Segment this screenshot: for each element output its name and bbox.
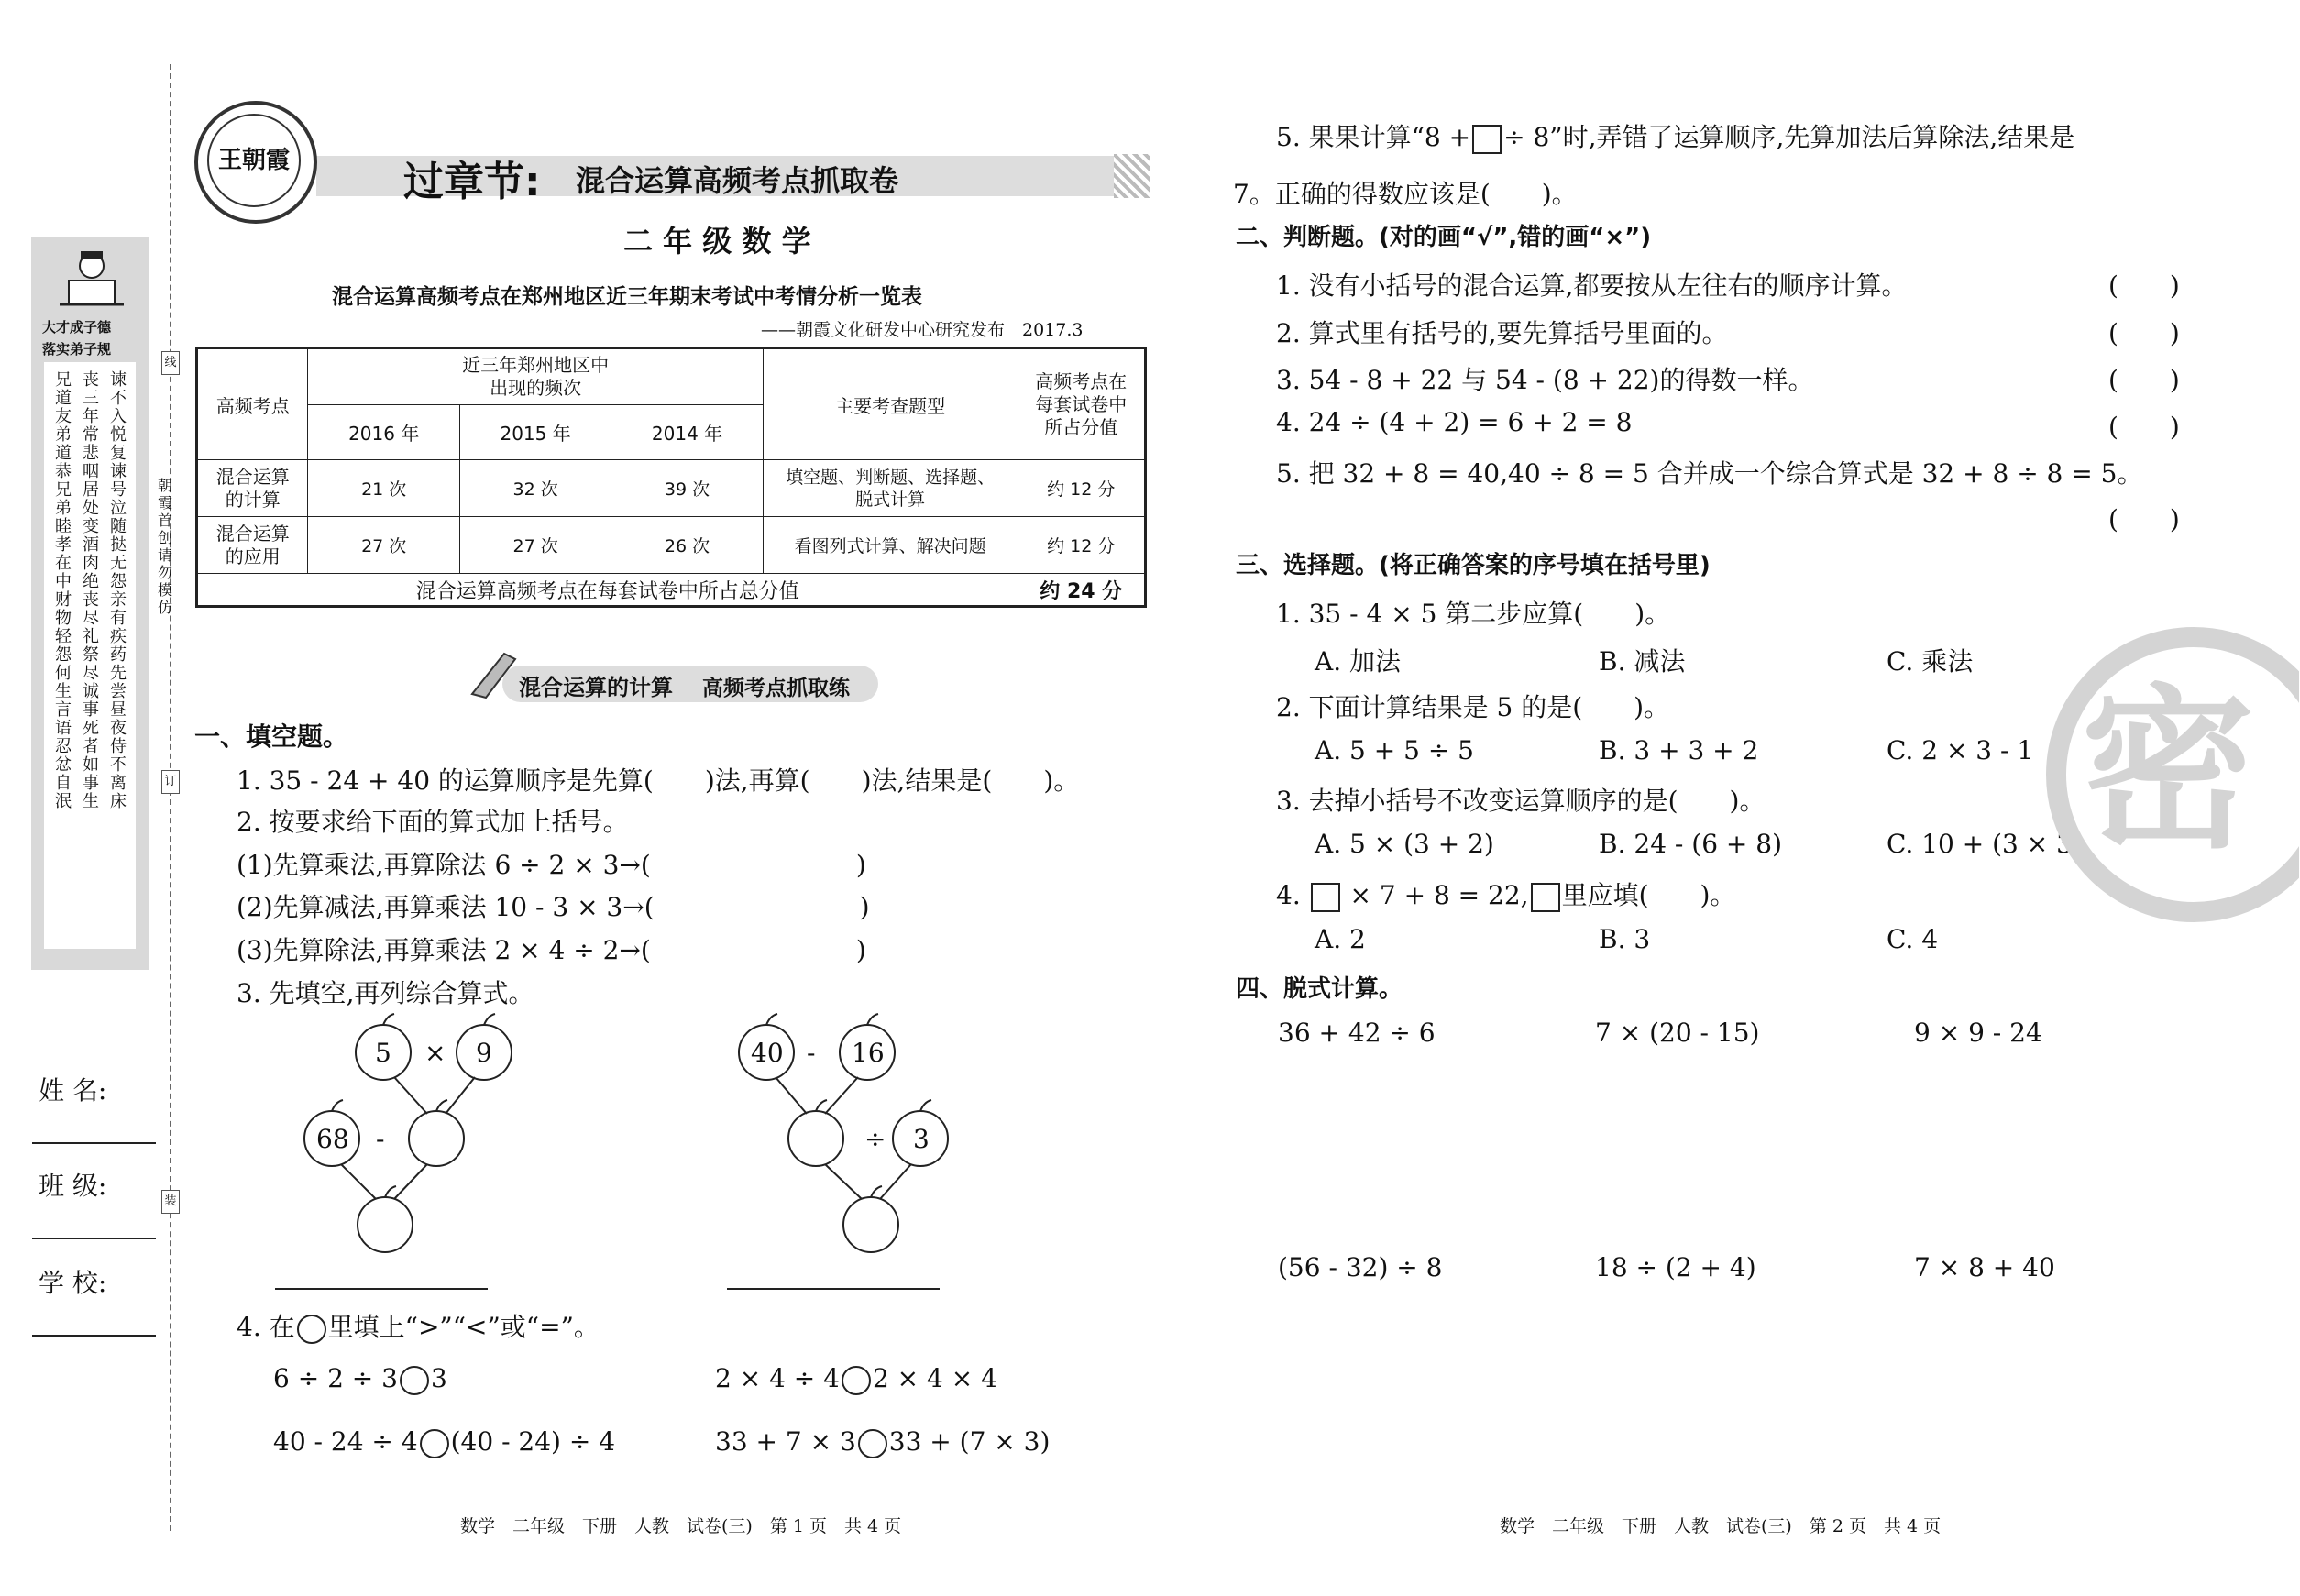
compare-circle[interactable]: [400, 1366, 429, 1395]
compare-item-2: [715, 1363, 997, 1395]
blank-square-icon: [1311, 883, 1340, 912]
year-2015: 2015 年: [459, 405, 611, 460]
tree1-op1: ×: [424, 1038, 446, 1068]
choice-q1-a: A. 加法: [1315, 646, 1402, 677]
class-field[interactable]: [32, 1238, 156, 1239]
brand-logo-text: 王朝霞: [207, 114, 301, 207]
q4-question: 里应填( )。: [1561, 880, 1736, 910]
binding-mark-bind: 装: [161, 1190, 180, 1214]
judge-answer-2[interactable]: ( ): [2108, 318, 2180, 348]
compare-item-4: [715, 1426, 1050, 1458]
tree2-c: 3: [913, 1124, 930, 1154]
part1-q1: 1. 35 - 24 + 40 的运算顺序是先算( )法,再算( )法,结果是( )。: [237, 765, 1080, 796]
copyright-note: 朝霞首创 请勿模仿: [157, 477, 172, 616]
choice-q3-b: B. 24 - (6 + 8): [1599, 829, 1783, 859]
q4-number: 4.: [1276, 880, 1301, 910]
row-score: 约 12 分: [1018, 517, 1145, 574]
choice-q2: 2. 下面计算结果是 5 的是( )。: [1276, 692, 1670, 722]
q5-line1: [1276, 117, 2074, 154]
head-score: 高频考点在 每套试卷中 所占分值: [1018, 348, 1145, 460]
head-frequency: 近三年郑州地区中 出现的频次: [308, 348, 763, 405]
section-banner-sub: 高频考点抓取练: [702, 676, 850, 700]
row-topic: 混合运算 的应用: [197, 517, 308, 574]
part1-q2-2: (2)先算减法,再算乘法 10 - 3 × 3→( ): [237, 892, 870, 922]
tree1-b: 9: [476, 1038, 492, 1068]
footer-left: 数学 二年级 下册 人教 试卷(三) 第 1 页 共 4 页: [460, 1516, 902, 1536]
row-f2014: 39 次: [611, 460, 763, 517]
binding-mark-line: 线: [161, 351, 180, 375]
judge-item-1: 1. 没有小括号的混合运算,都要按从左往右的顺序计算。: [1276, 270, 1908, 301]
section-banner-main: 混合运算的计算: [519, 675, 673, 700]
part1-q4: [237, 1307, 600, 1344]
scholar-illustration: [50, 246, 133, 312]
footer-right: 数学 二年级 下册 人教 试卷(三) 第 2 页 共 4 页: [1500, 1516, 1942, 1536]
head-topic: 高频考点: [197, 348, 308, 460]
q4-prefix: 4. 在: [237, 1312, 295, 1342]
row-f2015: 27 次: [459, 517, 611, 574]
q5-suffix: ÷ 8”时,弄错了运算顺序,先算加法后算除法,结果是: [1503, 122, 2075, 152]
tree1-c: 68: [316, 1124, 349, 1154]
compare-left: 40 - 24 ÷ 4: [273, 1426, 418, 1457]
row-f2016: 27 次: [308, 517, 459, 574]
compare-right: (40 - 24) ÷ 4: [450, 1426, 616, 1457]
judge-answer-3[interactable]: ( ): [2108, 365, 2180, 395]
row-topic: 混合运算 的计算: [197, 460, 308, 517]
motto-column-2: 丧三年常悲咽居处变酒肉绝丧尽礼祭尽诚事死者如事生: [83, 370, 99, 811]
analysis-source: ——朝霞文化研发中心研究发布 2017.3: [761, 320, 1084, 340]
compare-left: 2 × 4 ÷ 4: [715, 1363, 840, 1393]
part1-heading: 一、填空题。: [194, 721, 349, 752]
school-label: 学 校:: [39, 1268, 107, 1298]
part2-heading: 二、判断题。(对的画“√”,错的画“×”): [1236, 224, 1652, 251]
stamp-char: 密: [2081, 667, 2256, 872]
choice-q2-c: C. 2 × 3 - 1: [1887, 735, 2034, 765]
q5-line2: 7。正确的得数应该是( )。: [1233, 179, 1578, 209]
judge-answer-1[interactable]: ( ): [2108, 270, 2180, 301]
choice-q3-a: A. 5 × (3 + 2): [1315, 829, 1494, 859]
motto-panel: [44, 362, 136, 949]
calc-1: 36 + 42 ÷ 6: [1278, 1018, 1436, 1048]
choice-q1: 1. 35 - 4 × 5 第二步应算( )。: [1276, 599, 1671, 629]
name-label: 姓 名:: [39, 1075, 107, 1106]
binding-dashed-line: [170, 64, 171, 1531]
analysis-caption: 混合运算高频考点在郑州地区近三年期末考试中考情分析一览表: [332, 285, 922, 309]
choice-q4-b: B. 3: [1599, 924, 1651, 954]
judge-item-2: 2. 算式里有括号的,要先算括号里面的。: [1276, 318, 1728, 348]
tree2-a: 40: [751, 1038, 784, 1068]
tree2-op2: ÷: [864, 1124, 886, 1154]
choice-q1-c: C. 乘法: [1887, 646, 1974, 677]
top-motto-2: 落实弟子规: [42, 341, 112, 358]
grade-title: 二 年 级 数 学: [623, 224, 811, 259]
compare-left: 33 + 7 × 3: [715, 1426, 856, 1457]
compare-item-3: [273, 1426, 615, 1458]
banner-pattern: [1114, 154, 1150, 198]
tree2-op1: -: [807, 1038, 816, 1068]
part3-heading: 三、选择题。(将正确答案的序号填在括号里): [1236, 552, 1711, 579]
table-row: [197, 517, 1146, 574]
part1-q2-1: (1)先算乘法,再算除法 6 ÷ 2 × 3→( ): [237, 850, 866, 880]
compare-circle[interactable]: [420, 1429, 449, 1458]
choice-q4: [1276, 875, 1735, 912]
compare-circle[interactable]: [858, 1429, 887, 1458]
head-types: 主要考查题型: [763, 348, 1018, 460]
calc-3: 9 × 9 - 24: [1914, 1018, 2042, 1048]
year-2014: 2014 年: [611, 405, 763, 460]
choice-q4-c: C. 4: [1887, 924, 1939, 954]
circle-icon: [297, 1315, 326, 1344]
row-f2016: 21 次: [308, 460, 459, 517]
compare-item-1: [273, 1363, 447, 1395]
total-value: 约 24 分: [1018, 574, 1145, 607]
calc-6: 7 × 8 + 40: [1914, 1252, 2055, 1282]
year-2016: 2016 年: [308, 405, 459, 460]
part4-heading: 四、脱式计算。: [1236, 975, 1403, 1003]
analysis-table: [195, 347, 1147, 608]
choice-q4-a: A. 2: [1315, 924, 1366, 954]
part1-q3: 3. 先填空,再列综合算式。: [237, 978, 534, 1008]
row-f2015: 32 次: [459, 460, 611, 517]
part1-q2-3: (3)先算除法,再算乘法 2 × 4 ÷ 2→( ): [237, 935, 866, 965]
judge-item-4: 4. 24 ÷ (4 + 2) = 6 + 2 = 8: [1276, 407, 1633, 437]
row-types: 填空题、判断题、选择题、 脱式计算: [763, 460, 1018, 517]
tree1-op2: -: [376, 1124, 385, 1154]
row-f2014: 26 次: [611, 517, 763, 574]
table-total-row: [197, 574, 1146, 607]
row-score: 约 12 分: [1018, 460, 1145, 517]
compare-right: 2 × 4 × 4: [872, 1363, 997, 1393]
school-field[interactable]: [32, 1335, 156, 1337]
part1-q2: 2. 按要求给下面的算式加上括号。: [237, 807, 629, 837]
tree1-a: 5: [375, 1038, 391, 1068]
q5-prefix: 5. 果果计算“8 +: [1276, 122, 1471, 152]
class-label: 班 级:: [39, 1171, 107, 1201]
table-row: [197, 460, 1146, 517]
q4-expression: × 7 + 8 = 22,: [1349, 880, 1529, 910]
motto-column-1: 兄道友弟道恭兄弟睦孝在中财物轻怨何生言语忍忿自泯: [55, 370, 72, 811]
blank-square-icon: [1472, 125, 1502, 154]
compare-circle[interactable]: [842, 1366, 871, 1395]
calc-5: 18 ÷ (2 + 4): [1595, 1252, 1756, 1282]
judge-answer-4[interactable]: ( ): [2108, 412, 2180, 442]
calc-2: 7 × (20 - 15): [1595, 1018, 1760, 1048]
choice-q3-c: C. 10 + (3 × 3): [1887, 829, 2083, 859]
choice-q1-b: B. 减法: [1599, 646, 1686, 677]
binding-mark-order: 订: [161, 770, 180, 794]
calc-4: (56 - 32) ÷ 8: [1278, 1252, 1443, 1282]
compare-right: 3: [430, 1363, 447, 1393]
total-label: 混合运算高频考点在每套试卷中所占总分值: [197, 574, 1018, 607]
horn-icon: [468, 646, 523, 701]
choice-q2-b: B. 3 + 3 + 2: [1599, 735, 1759, 765]
compare-left: 6 ÷ 2 ÷ 3: [273, 1363, 398, 1393]
name-field[interactable]: [32, 1142, 156, 1144]
judge-item-3: 3. 54 - 8 + 22 与 54 - (8 + 22)的得数一样。: [1276, 365, 1814, 395]
blank-square-icon: [1531, 883, 1560, 912]
choice-q3: 3. 去掉小括号不改变运算顺序的是( )。: [1276, 786, 1766, 816]
paper-title: 混合运算高频考点抓取卷: [576, 163, 899, 198]
row-types: 看图列式计算、解决问题: [763, 517, 1018, 574]
choice-q2-a: A. 5 + 5 ÷ 5: [1315, 735, 1474, 765]
compare-right: 33 + (7 × 3): [888, 1426, 1051, 1457]
top-motto-1: 大才成子德: [42, 319, 112, 336]
q4-suffix: 里填上“>”“<”或“=”。: [327, 1312, 600, 1342]
judge-answer-5[interactable]: ( ): [2108, 504, 2180, 534]
motto-column-3: 谏不入悦复谏号泣随挞无怨亲有疾药先尝昼夜侍不离床: [110, 370, 127, 811]
judge-item-5: 5. 把 32 + 8 = 40,40 ÷ 8 = 5 合并成一个综合算式是 32 + 8 ÷ 8 = 5。: [1276, 458, 2143, 489]
tree2-b: 16: [852, 1038, 885, 1068]
chapter-title: 过章节:: [403, 159, 541, 205]
